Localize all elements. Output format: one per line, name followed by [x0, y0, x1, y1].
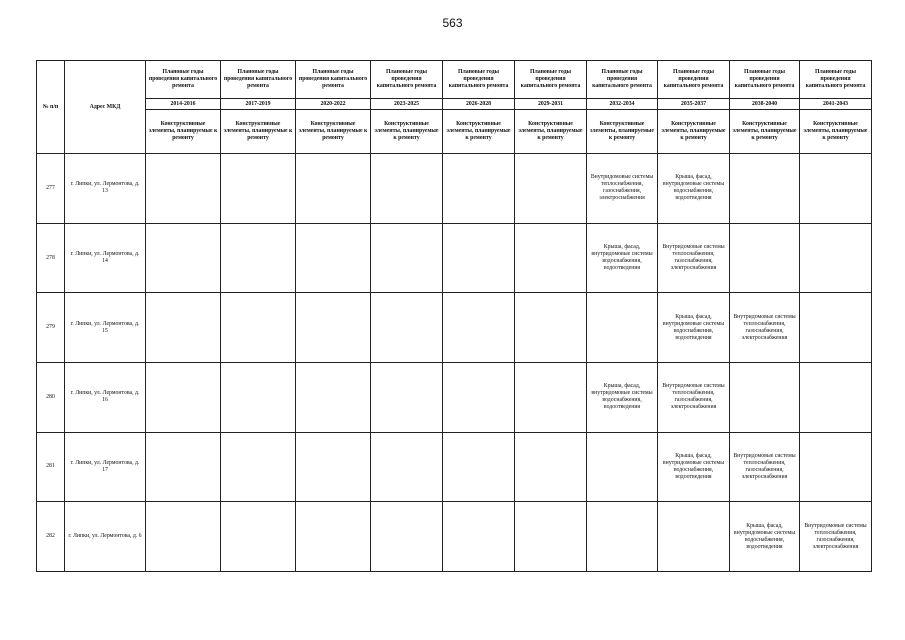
header-elements-0: Конструктивные элементы, планируемые к ремонту: [146, 110, 221, 154]
row-cell-period-3: [371, 293, 443, 363]
table-row: [37, 223, 872, 293]
row-cell-period-6: Крыша, фасад, внутридомовые системы водоснабжения, водоотведения: [587, 362, 658, 432]
row-cell-period-0: [146, 154, 221, 224]
row-cell-period-1: [221, 223, 296, 293]
header-period-0: 2014-2016: [146, 99, 221, 110]
row-cell-period-8: [730, 362, 800, 432]
table-row: [37, 293, 872, 363]
row-cell-period-3: [371, 362, 443, 432]
header-elements-9: Конструктивные элементы, планируемые к ремонту: [800, 110, 872, 154]
row-cell-period-7: Крыша, фасад, внутридомовые системы водоснабжения, водоотведения: [658, 432, 730, 502]
table-row: [37, 432, 872, 502]
header-group-8: Плановые годы проведения капитального ремонта: [730, 61, 800, 99]
header-group-4: Плановые годы проведения капитального ремонта: [443, 61, 515, 99]
row-cell-period-6: [587, 502, 658, 572]
header-elements-7: Конструктивные элементы, планируемые к ремонту: [658, 110, 730, 154]
row-cell-period-8: Внутридомовые системы теплоснабжения, газоснабжения, электроснабжения: [730, 293, 800, 363]
header-period-5: 2029-2031: [515, 99, 587, 110]
header-period-8: 2038-2040: [730, 99, 800, 110]
row-cell-period-4: [443, 362, 515, 432]
table-row: [37, 362, 872, 432]
header-period-2: 2020-2022: [296, 99, 371, 110]
row-cell-period-6: Внутридомовые системы теплоснабжения, газоснабжения, электроснабжения: [587, 154, 658, 224]
header-group-6: Плановые годы проведения капитального ремонта: [587, 61, 658, 99]
header-group-2: Плановые годы проведения капитального ремонта: [296, 61, 371, 99]
row-cell-period-0: [146, 293, 221, 363]
header-elements-6: Конструктивные элементы, планируемые к ремонту: [587, 110, 658, 154]
row-cell-period-4: [443, 432, 515, 502]
header-group-5: Плановые годы проведения капитального ремонта: [515, 61, 587, 99]
row-cell-period-3: [371, 223, 443, 293]
header-elements-2: Конструктивные элементы, планируемые к ремонту: [296, 110, 371, 154]
row-cell-period-6: [587, 293, 658, 363]
row-number: 278: [37, 223, 65, 293]
row-cell-period-2: [296, 223, 371, 293]
row-cell-period-8: [730, 223, 800, 293]
header-period-9: 2041-2043: [800, 99, 872, 110]
row-cell-period-5: [515, 154, 587, 224]
header-elements-4: Конструктивные элементы, планируемые к ремонту: [443, 110, 515, 154]
header-period-1: 2017-2019: [221, 99, 296, 110]
header-elements-1: Конструктивные элементы, планируемые к ремонту: [221, 110, 296, 154]
row-cell-period-1: [221, 502, 296, 572]
header-group-3: Плановые годы проведения капитального ремонта: [371, 61, 443, 99]
row-cell-period-5: [515, 293, 587, 363]
row-cell-period-9: [800, 432, 872, 502]
row-number: 280: [37, 362, 65, 432]
row-cell-period-5: [515, 502, 587, 572]
row-cell-period-0: [146, 223, 221, 293]
header-group-1: Плановые годы проведения капитального ремонта: [221, 61, 296, 99]
row-cell-period-4: [443, 502, 515, 572]
row-cell-period-2: [296, 432, 371, 502]
row-cell-period-4: [443, 154, 515, 224]
row-address: г. Липки, ул. Лермонтова, д. 16: [65, 362, 146, 432]
header-period-7: 2035-2037: [658, 99, 730, 110]
row-cell-period-5: [515, 362, 587, 432]
row-cell-period-9: [800, 362, 872, 432]
row-address: г. Липки, ул. Лермонтова, д. 6: [65, 502, 146, 572]
row-cell-period-7: Крыша, фасад, внутридомовые системы водоснабжения, водоотведения: [658, 154, 730, 224]
row-address: г. Липки, ул. Лермонтова, д. 14: [65, 223, 146, 293]
row-cell-period-1: [221, 432, 296, 502]
row-cell-period-4: [443, 223, 515, 293]
header-row-periods: [37, 99, 872, 110]
row-cell-period-3: [371, 432, 443, 502]
table-body: [37, 154, 872, 572]
row-cell-period-0: [146, 502, 221, 572]
row-number: 277: [37, 154, 65, 224]
header-elements-3: Конструктивные элементы, планируемые к ремонту: [371, 110, 443, 154]
page-number: 563: [442, 16, 463, 30]
row-cell-period-9: [800, 223, 872, 293]
row-cell-period-7: Внутридомовые системы теплоснабжения, газоснабжения, электроснабжения: [658, 223, 730, 293]
row-cell-period-3: [371, 502, 443, 572]
row-cell-period-8: [730, 154, 800, 224]
table-row: [37, 154, 872, 224]
header-period-3: 2023-2025: [371, 99, 443, 110]
row-cell-period-3: [371, 154, 443, 224]
header-elements-5: Конструктивные элементы, планируемые к ремонту: [515, 110, 587, 154]
row-number: 282: [37, 502, 65, 572]
repair-schedule-table: [36, 60, 872, 572]
row-address: г. Липки, ул. Лермонтова, д. 13: [65, 154, 146, 224]
row-number: 279: [37, 293, 65, 363]
header-group-9: Плановые годы проведения капитального ремонта: [800, 61, 872, 99]
row-cell-period-6: Крыша, фасад, внутридомовые системы водоснабжения, водоотведения: [587, 223, 658, 293]
row-cell-period-7: Внутридомовые системы теплоснабжения, газоснабжения, электроснабжения: [658, 362, 730, 432]
row-cell-period-0: [146, 362, 221, 432]
row-address: г. Липки, ул. Лермонтова, д. 17: [65, 432, 146, 502]
row-cell-period-5: [515, 223, 587, 293]
row-cell-period-5: [515, 432, 587, 502]
row-cell-period-9: [800, 154, 872, 224]
row-number: 281: [37, 432, 65, 502]
row-cell-period-0: [146, 432, 221, 502]
header-group-0: Плановые годы проведения капитального ремонта: [146, 61, 221, 99]
row-cell-period-2: [296, 502, 371, 572]
row-address: г. Липки, ул. Лермонтова, д. 15: [65, 293, 146, 363]
row-cell-period-9: Внутридомовые системы теплоснабжения, газоснабжения, электроснабжения: [800, 502, 872, 572]
row-cell-period-9: [800, 293, 872, 363]
header-number: № п/п: [37, 61, 65, 154]
row-cell-period-2: [296, 293, 371, 363]
header-period-4: 2026-2028: [443, 99, 515, 110]
header-elements-8: Конструктивные элементы, планируемые к ремонту: [730, 110, 800, 154]
row-cell-period-1: [221, 362, 296, 432]
header-row-elements: [37, 110, 872, 154]
header-group-7: Плановые годы проведения капитального ремонта: [658, 61, 730, 99]
header-address: Адрес МКД: [65, 61, 146, 154]
row-cell-period-4: [443, 293, 515, 363]
row-cell-period-1: [221, 154, 296, 224]
row-cell-period-1: [221, 293, 296, 363]
row-cell-period-7: Крыша, фасад, внутридомовые системы водоснабжения, водоотведения: [658, 293, 730, 363]
row-cell-period-8: Внутридомовые системы теплоснабжения, газоснабжения, электроснабжения: [730, 432, 800, 502]
row-cell-period-8: Крыша, фасад, внутридомовые системы водоснабжения, водоотведения: [730, 502, 800, 572]
row-cell-period-2: [296, 362, 371, 432]
row-cell-period-7: [658, 502, 730, 572]
header-period-6: 2032-2034: [587, 99, 658, 110]
header-row-groups: [37, 61, 872, 99]
row-cell-period-6: [587, 432, 658, 502]
table-row: [37, 502, 872, 572]
row-cell-period-2: [296, 154, 371, 224]
